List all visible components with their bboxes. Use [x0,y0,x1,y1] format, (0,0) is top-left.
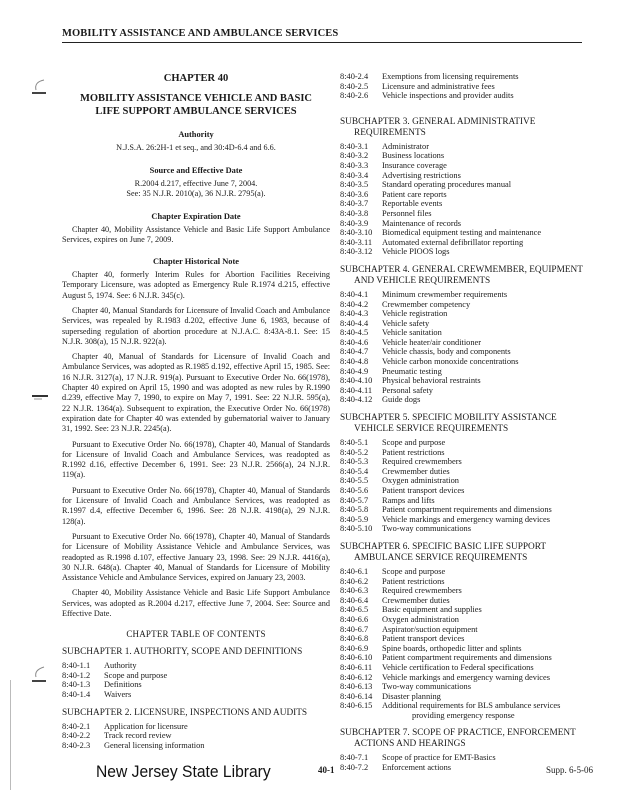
library-watermark: New Jersey State Library [96,762,271,781]
section-label: Crewmember duties [382,595,450,605]
scan-edge-line [10,680,11,790]
section-number: 8:40-6.5 [340,605,369,615]
toc-section [340,72,598,82]
section-number: 8:40-3.10 [340,228,373,238]
section-label: Biomedical equipment testing and maintenance [382,228,542,238]
subchapter-heading: SUBCHAPTER 5. SPECIFIC MOBILITY ASSISTANCE VEHICLE SERVICE REQUIREMENTS [340,413,557,435]
section-number: 8:40-6.10 [340,653,373,663]
toc-section [340,605,598,615]
page-number: 40-1 [318,765,335,775]
section-label: Vehicle heater/air conditioner [382,337,482,347]
section-label: Patient compartment requirements and dimensions [382,653,552,663]
section-number: 8:40-6.9 [340,643,369,653]
section-label: Personal safety [382,385,433,395]
section-label: Vehicle PIOOS logs [382,247,450,257]
history-heading: Chapter Historical Note [153,257,239,267]
section-label: Two-way communications [382,524,471,534]
section-number: 8:40-4.8 [340,357,369,367]
section-number: 8:40-3.5 [340,180,369,190]
toc-section [340,567,598,577]
section-label: Vehicle markings and emergency warning devices [382,514,550,524]
authority-heading: Authority [178,130,214,139]
section-label: Definitions [104,680,142,690]
subchapter-heading: SUBCHAPTER 1. AUTHORITY, SCOPE AND DEFINITIONS [62,647,303,658]
section-label: Disaster planning [382,691,441,701]
toc-section [62,661,330,671]
toc-section [340,219,598,229]
toc-section [340,395,598,405]
history-paragraph: Pursuant to Executive Order No. 66(1978), Chapter 40, Manual of Standards for Licensure of Invalid Coach and Ambulance Services, was readopted as R.1992 d.16, effective December 6, 1991. See: 23 N.J.R. 2566(a), 24 N.J.R. 119(a). [62,439,330,480]
section-label: Additional requirements for BLS ambulance services providing emergency response [382,701,561,720]
section-number: 8:40-7.1 [340,753,369,763]
section-label: Waivers [104,690,132,700]
section-number: 8:40-2.6 [340,91,369,101]
toc-section [340,300,598,310]
section-label: Oxygen administration [382,476,459,486]
binder-mark-icon [30,666,54,686]
source-heading: Source and Effective Date [149,165,243,175]
toc-section [340,476,598,486]
right-column [340,72,598,773]
section-label: Application for licensure [104,721,188,731]
left-column [62,72,330,750]
section-number: 8:40-4.6 [340,337,369,347]
section-number: 8:40-4.1 [340,289,369,299]
source-line-1: R.2004 d.217, effective June 7, 2004. [134,178,258,188]
section-label: Maintenance of records [382,218,462,228]
toc-section [340,448,598,458]
section-number: 8:40-3.2 [340,151,369,161]
toc-section [340,319,598,329]
section-label: Patient transport devices [382,486,465,495]
section-number: 8:40-5.6 [340,486,369,495]
section-number: 8:40-6.4 [340,595,369,605]
section-label: Vehicle chassis, body and components [382,347,511,357]
expiration-heading: Chapter Expiration Date [151,211,241,221]
section-number: 8:40-4.2 [340,299,369,309]
toc-section [340,151,598,161]
section-label: Personnel files [382,208,432,218]
section-label: Automated external defibrillator reporting [382,237,524,247]
section-label: Vehicle carbon monoxide concentrations [382,357,519,367]
section-number: 8:40-5.7 [340,495,369,505]
section-label: Insurance coverage [382,160,447,170]
toc-section [340,171,598,181]
toc-section [340,328,598,338]
section-number: 8:40-6.6 [340,614,369,624]
section-label: Two-way communications [382,682,471,692]
section-number: 8:40-3.3 [340,160,369,170]
continued-sections [340,72,598,109]
section-label: Exemptions from licensing requirements [382,72,519,81]
section-number: 8:40-3.4 [340,170,369,180]
section-number: 8:40-2.1 [62,721,91,731]
toc-section [340,625,598,635]
toc-section [340,692,598,702]
section-number: 8:40-5.4 [340,466,369,476]
section-number: 8:40-4.4 [340,318,369,328]
section-number: 8:40-1.2 [62,670,91,680]
chapter-title: CHAPTER 40 [163,73,229,84]
toc-section [340,367,598,377]
toc-section [340,673,598,683]
toc-section [340,228,598,238]
section-number: 8:40-4.9 [340,366,369,376]
toc-section [340,653,598,663]
toc-section [340,142,598,152]
toc-section [62,680,330,690]
section-label: Minimum crewmember requirements [382,289,508,299]
history-paragraph: Pursuant to Executive Order No. 66(1978), Chapter 40, Manual of Standards for Licensure of Invalid Coach and Ambulance Services, was readopted as R.1997 d.4, effective December 6, 1996. See: 28 N.J.R. 4198(a), 29 N.J.R. 128(a). [62,485,330,526]
section-number: 8:40-5.3 [340,457,369,467]
section-label: Patient care reports [382,189,447,199]
section-label: Physical behavioral restraints [382,376,481,386]
history-paragraph: Chapter 40, Manual of Standards for Licensure of Invalid Coach and Ambulance Services, was adopted as R.1985 d.192, effective April 15, 1985. See: 16 N.J.R. 3127(a), 17 N.J.R. 919(a). Pursuant to Executive Order No. 66(1978), Chapter 40 expired on April 15, 1990 and was adopted as new rules by R.1990 d.239, effective May 7, 1990, to expire on May 7, 1991. See: 22 N.J.R. 595(a), 22 N.J.R. 1364(a). Subsequent to expiration, the Executive Order No. 66(1978) expiration date for Chapter 40 was extended by gubernatorial waiver to January 31, 1992. See: 23 N.J.R. 2245(a). [62,352,330,434]
toc-section [340,290,598,300]
section-number: 8:40-4.5 [340,328,369,338]
toc-section [340,524,598,534]
toc-section [340,386,598,396]
section-label: Scope of practice for EMT-Basics [382,753,496,763]
section-number: 8:40-4.10 [340,376,373,386]
binder-mark-icon [30,78,54,98]
toc-section [340,199,598,209]
section-number: 8:40-3.12 [340,247,373,257]
section-label: Ramps and lifts [382,495,435,505]
section-label: Reportable events [382,199,443,209]
section-number: 8:40-3.6 [340,189,369,199]
toc-section [340,467,598,477]
section-number: 8:40-3.8 [340,208,369,218]
toc-section [340,634,598,644]
section-label: Oxygen administration [382,614,459,624]
section-number: 8:40-2.2 [62,731,91,741]
toc-section [340,438,598,448]
supplement-date: Supp. 6-5-06 [546,765,593,775]
toc-section [340,338,598,348]
subchapter-heading: SUBCHAPTER 2. LICENSURE, INSPECTIONS AND AUDITS [62,707,308,718]
section-label: Vehicle safety [382,318,430,328]
section-label: Patient transport devices [382,634,465,644]
history-paragraph: Chapter 40, Manual Standards for Licensure of Invalid Coach and Ambulance Services, was repealed by R.1983 d.202, effective June 6, 1983, because of superseding regulation of abortion procedure at N.J.A.C. 8:43A-8.1. See: 15 N.J.R. 308(a), 15 N.J.R. 922(a). [62,305,330,346]
chapter-subtitle: MOBILITY ASSISTANCE VEHICLE AND BASIC LIFE SUPPORT AMBULANCE SERVICES [79,93,313,117]
section-number: 8:40-4.3 [340,309,369,319]
authority-text: N.J.S.A. 26:2H-1 et seq., and 30:4D-6.4 and 6.6. [116,143,276,152]
subchapter-heading: SUBCHAPTER 6. SPECIFIC BASIC LIFE SUPPORT AMBULANCE SERVICE REQUIREMENTS [340,541,546,563]
section-label: Scope and purpose [382,438,446,448]
subchapter-heading: SUBCHAPTER 7. SCOPE OF PRACTICE, ENFORCEMENT ACTIONS AND HEARINGS [340,728,576,750]
section-number: 8:40-5.5 [340,476,369,486]
toc-section [340,615,598,625]
section-number: 8:40-6.3 [340,586,369,596]
section-label: Required crewmembers [382,586,462,596]
section-number: 8:40-4.7 [340,347,369,357]
toc-section [340,247,598,257]
toc-section [62,731,330,741]
source-line-2: See: 35 N.J.R. 2010(a), 36 N.J.R. 2795(a). [126,189,266,198]
toc-section [340,457,598,467]
section-label: Aspirator/suction equipment [382,624,478,634]
toc-section [340,644,598,654]
section-label: Vehicle sanitation [382,328,442,338]
toc-section [62,741,330,751]
section-label: Basic equipment and supplies [382,605,482,615]
toc-section [340,238,598,248]
toc-right [340,117,598,773]
section-label: Enforcement actions [382,763,452,773]
toc-section [340,486,598,496]
section-number: 8:40-6.1 [340,566,369,576]
binder-mark-icon [30,388,54,408]
section-label: Crewmember competency [382,299,471,309]
toc-section [340,682,598,692]
toc-section [340,505,598,515]
toc-section [340,753,598,763]
section-label: Advertising restrictions [382,170,461,180]
section-number: 8:40-7.2 [340,763,369,773]
section-number: 8:40-6.7 [340,624,369,634]
toc-section [340,180,598,190]
section-number: 8:40-3.7 [340,199,369,209]
section-label: Standard operating procedures manual [382,180,512,190]
section-label: Vehicle certification to Federal specifications [382,662,534,672]
toc-heading: CHAPTER TABLE OF CONTENTS [126,629,266,640]
section-label: Vehicle inspections and provider audits [382,91,514,101]
section-label: Spine boards, orthopedic litter and splints [382,643,522,653]
history-paragraph: Chapter 40, formerly Interim Rules for Abortion Facilities Receiving Temporary Licensure, was adopted as Emergency Rule R.1974 d.215, effective August 5, 1974. See: 6 N.J.R. 345(c). [62,270,330,300]
section-label: Licensure and administrative fees [382,81,495,91]
history-paragraph: Pursuant to Executive Order No. 66(1978), Chapter 40, Manual of Standards for Licensure of Mobility Assistance Vehicle and Ambulance Services, was readopted as R.1998 d.107, effective January 23, 1998. See: 29 N.J.R. 4416(a), 30 N.J.R. 648(a). Chapter 40, Manual of Standards for Licensure of Mobility Assistance Vehicle and Ambulance Services, expired on January 23, 2003. [62,531,330,583]
section-number: 8:40-2.3 [62,740,91,750]
toc-section [340,577,598,587]
toc-section [340,209,598,219]
history-paragraph: Chapter 40, Mobility Assistance Vehicle and Basic Life Support Ambulance Services, was adopted as R.2004 d.217, effective June 7, 2004. See: Source and Effective Date. [62,588,330,618]
section-number: 8:40-1.4 [62,690,91,700]
toc-left [62,647,330,750]
toc-section [340,496,598,506]
toc-section [340,515,598,525]
section-label: Scope and purpose [382,566,446,576]
section-number: 8:40-6.12 [340,672,373,682]
section-number: 8:40-6.2 [340,576,369,586]
section-number: 8:40-1.3 [62,680,91,690]
toc-section [62,722,330,732]
subchapter-heading: SUBCHAPTER 3. GENERAL ADMINISTRATIVE REQUIREMENTS [340,116,536,138]
toc-section [340,309,598,319]
section-number: 8:40-6.13 [340,682,373,692]
toc-section [340,91,598,101]
section-number: 8:40-2.4 [340,72,369,81]
section-label: Guide dogs [382,395,421,405]
section-number: 8:40-6.15 [340,701,373,711]
toc-section [62,690,330,700]
subchapter-heading: SUBCHAPTER 4. GENERAL CREWMEMBER, EQUIPMENT AND VEHICLE REQUIREMENTS [340,264,583,286]
toc-section [340,347,598,357]
section-number: 8:40-6.11 [340,662,373,672]
running-head: MOBILITY ASSISTANCE AND AMBULANCE SERVICES [62,28,582,43]
section-number: 8:40-2.5 [340,81,369,91]
section-number: 8:40-5.9 [340,514,369,524]
section-label: Vehicle markings and emergency warning devices [382,672,550,682]
section-number: 8:40-3.9 [340,218,369,228]
section-number: 8:40-5.1 [340,438,369,448]
section-label: Required crewmembers [382,457,462,467]
section-label: Track record review [104,731,172,741]
section-number: 8:40-4.11 [340,385,373,395]
toc-section [340,586,598,596]
section-label: Scope and purpose [104,670,168,680]
section-label: Authority [104,661,137,671]
section-label: Patient restrictions [382,576,445,586]
toc-section [340,596,598,606]
section-number: 8:40-5.8 [340,505,369,515]
section-label: Vehicle registration [382,309,448,319]
toc-section [340,663,598,673]
section-label: Crewmember duties [382,466,450,476]
section-label: Pneumatic testing [382,366,442,376]
toc-section [340,357,598,367]
section-number: 8:40-3.11 [340,237,373,247]
toc-section [340,701,598,720]
toc-section [340,161,598,171]
toc-section [340,376,598,386]
section-number: 8:40-5.10 [340,524,373,534]
section-label: Patient restrictions [382,447,445,457]
section-number: 8:40-4.12 [340,395,373,405]
toc-section [62,671,330,681]
section-label: Patient compartment requirements and dimensions [382,505,552,515]
section-label: Business locations [382,151,445,161]
section-number: 8:40-3.1 [340,141,369,151]
toc-section [340,82,598,92]
toc-section [340,190,598,200]
section-number: 8:40-1.1 [62,661,91,671]
section-number: 8:40-6.14 [340,691,373,701]
section-number: 8:40-5.2 [340,447,369,457]
expiration-text: Chapter 40, Mobility Assistance Vehicle and Basic Life Support Ambulance Services, expires on June 7, 2009. [62,224,330,244]
section-label: Administrator [382,141,429,151]
section-number: 8:40-6.8 [340,634,369,644]
section-label: General licensing information [104,740,205,750]
